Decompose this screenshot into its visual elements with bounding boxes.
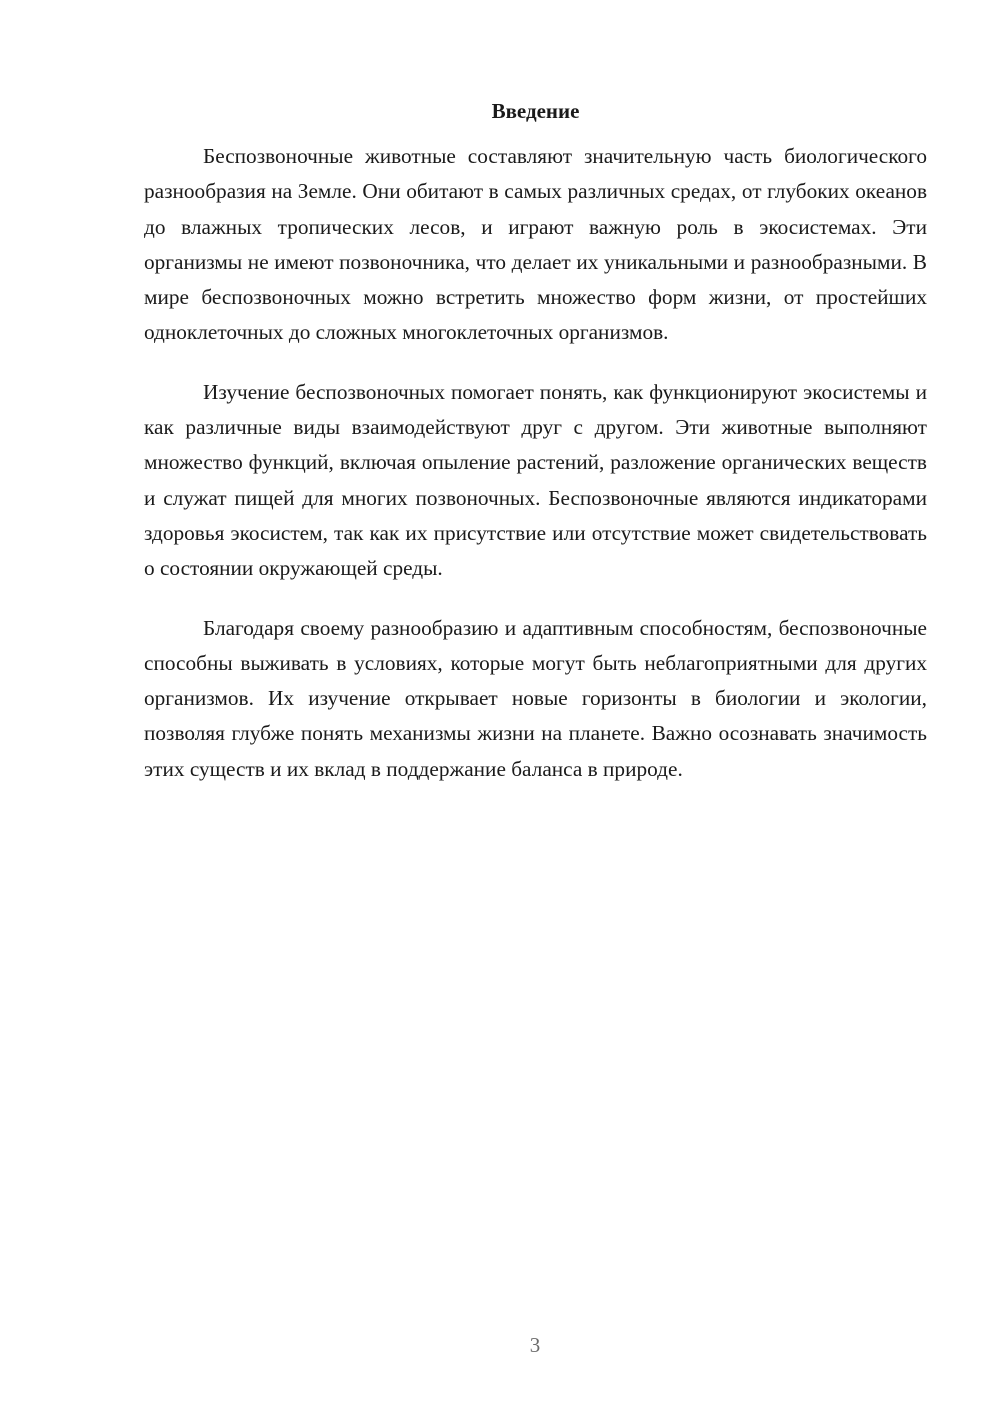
paragraph-2: Изучение беспозвоночных помогает понять, как функционируют экосистемы и как различные виды взаимодействуют друг с другом. Эти животные выполняют множество функций, включая опыление растений, разложение органических веществ и служат пищей для многих позвоночных. Беспозвоночные являются индикаторами здоровья экосистем, так как их присутствие или отсутствие может свидетельствовать о состоянии окружающей среды. xyxy=(144,379,927,581)
paragraph-1: Беспозвоночные животные составляют значительную часть биологического разнообразия на Земле. Они обитают в самых различных средах, от глубоких океанов до влажных тропических лесов, и играют важную роль в экосистемах. Эти организмы не имеют позвоночника, что делает их уникальными и разнообразными. В мире беспозвоночных можно встретить множество форм жизни, от простейших одноклеточных до сложных многоклеточных организмов. xyxy=(144,144,927,345)
page-number: 3 xyxy=(529,1333,541,1357)
paragraph-3: Благодаря своему разнообразию и адаптивным способностям, беспозвоночные способны выживать в условиях, которые могут быть неблагоприятными для других организмов. Их изучение открывает новые горизонты в биологии и экологии, позволяя глубже понять механизмы жизни на планете. Важно осознавать значимость этих существ и их вклад в поддержание баланса в природе. xyxy=(144,615,927,781)
section-heading: Введение xyxy=(491,99,580,123)
page-content xyxy=(144,96,927,811)
